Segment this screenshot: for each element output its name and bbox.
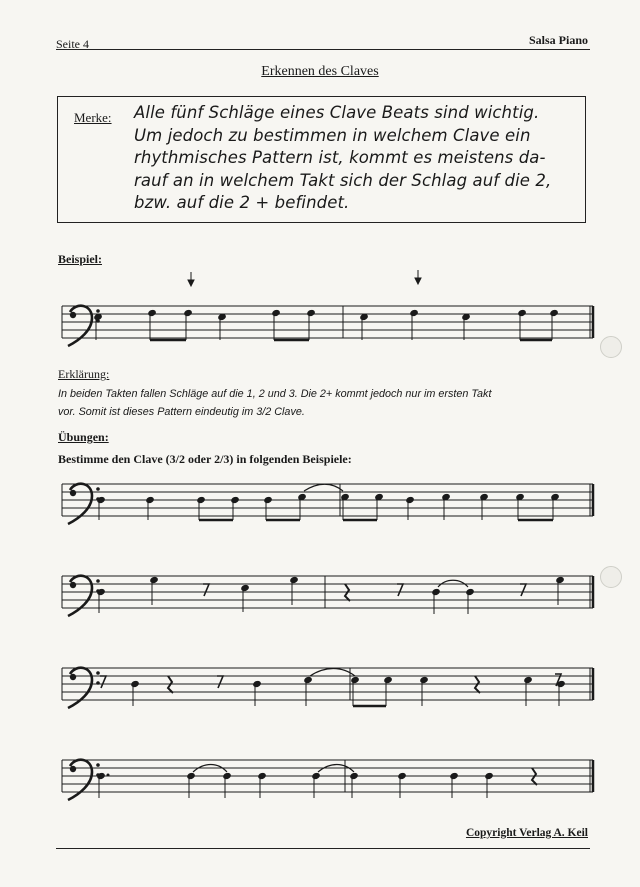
erklaerung-line: vor. Somit ist dieses Pattern eindeutig im 3/2 Clave. bbox=[58, 406, 305, 418]
merke-label: Merke: bbox=[74, 110, 112, 125]
erklaerung-line: In beiden Takten fallen Schläge auf die 1, 2 und 3. Die 2+ kommt jedoch nur im ersten Takt bbox=[58, 388, 492, 400]
merke-line: Um jedoch zu bestimmen in welchem Clave ein bbox=[134, 125, 531, 145]
staff-beispiel bbox=[62, 270, 593, 346]
uebungen-label: Übungen: bbox=[58, 430, 109, 444]
book-title: Salsa Piano bbox=[528, 33, 588, 47]
erklaerung-label: Erklärung: bbox=[58, 367, 110, 381]
staff-uebung-3 bbox=[62, 668, 593, 708]
merke-line: rhythmisches Pattern ist, kommt es meistens da- bbox=[134, 148, 546, 167]
staff-uebung-2 bbox=[62, 576, 593, 616]
beispiel-label: Beispiel: bbox=[58, 252, 102, 266]
merke-line: bzw. auf die 2 + befindet. bbox=[134, 193, 350, 212]
page-title: Erkennen des Claves bbox=[261, 64, 379, 79]
staff-uebung-1 bbox=[62, 484, 593, 524]
uebungen-task: Bestimme den Clave (3/2 oder 2/3) in folgenden Beispiele: bbox=[58, 452, 352, 466]
merke-line: Alle fünf Schläge eines Clave Beats sind wichtig. bbox=[134, 103, 540, 122]
merke-line: rauf an in welchem Takt sich der Schlag auf die 2, bbox=[134, 170, 552, 190]
copyright: Copyright Verlag A. Keil bbox=[465, 827, 588, 839]
page-number: Seite 4 bbox=[56, 37, 89, 51]
staff-uebung-4 bbox=[62, 760, 593, 800]
